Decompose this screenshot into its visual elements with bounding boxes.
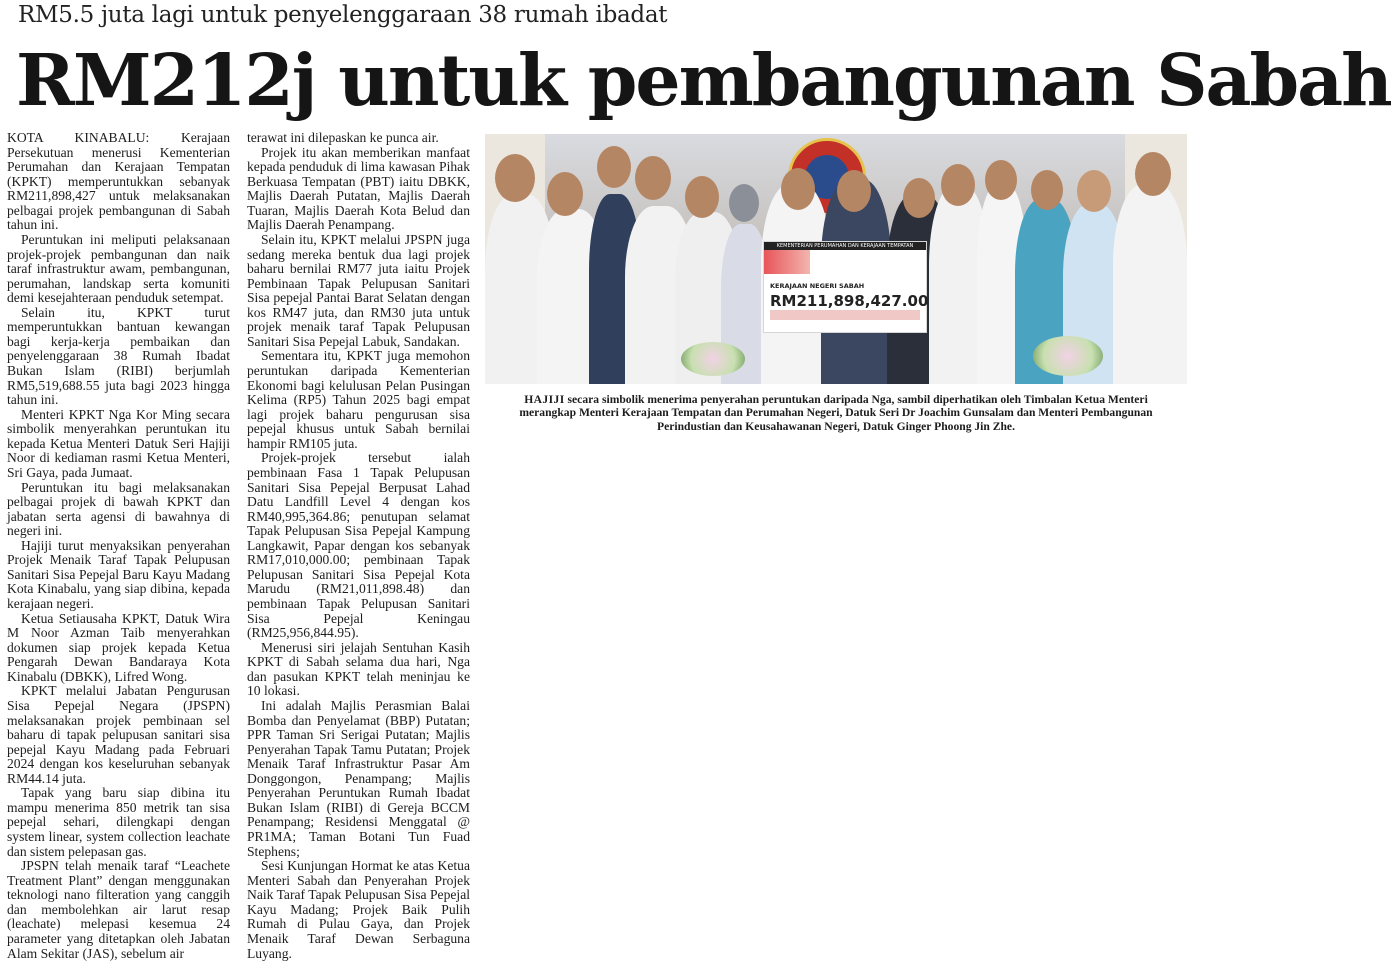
- paragraph: Ketua Setiausaha KPKT, Datuk Wira M Noor Azman Taib menyerahkan dokumen siap projek kepada Ketua Pengarah Dewan Bandaraya Kota Kinabalu (DBKK), Lifred Wong.: [7, 610, 230, 684]
- paragraph: Sementara itu, KPKT juga memohon peruntukan daripada Kementerian Ekonomi bagi kelulusan Pelan Pusingan Kelima (RP5) Tahun 2025 bagi empat lagi projek baharu pengurusan sisa pepejal khusus untuk Sabah bernilai hampir RM105 juta.: [247, 348, 470, 451]
- article-kicker: RM5.5 juta lagi untuk penyelenggaraan 38 rumah ibadat: [18, 2, 668, 28]
- person-head: [495, 154, 535, 202]
- person-head: [729, 184, 759, 222]
- board-recipient: KERAJAAN NEGERI SABAH: [770, 282, 865, 290]
- person-head: [941, 164, 975, 206]
- article-column-2: [247, 131, 470, 961]
- paragraph: Projek-projek tersebut ialah pembinaan Fasa 1 Tapak Pelupusan Sanitari Sisa Pepejal Berpusat Lahad Datu Landfill Level 4 dengan kos RM40,995,364.86; penutupan selamat Tapak Pelupusan Sisa Pepejal Kampung Langkawit, Papar dengan kos sebanyak RM17,010,000.00; pembinaan Tapak Pelupusan Sanitari Sisa Pepejal Kota Marudu (RM21,011,898.48) dan pembinaan Tapak Pelupusan Sanitari Sisa Pepejal Keningau (RM25,956,844.95).: [247, 450, 470, 641]
- person: [1113, 184, 1187, 384]
- flower-arrangement: [1033, 336, 1103, 376]
- article-column-1: [7, 131, 230, 961]
- paragraph: KOTA KINABALU: Kerajaan Persekutuan menerusi Kementerian Perumahan dan Kerajaan Tempatan (KPKT) memperuntukkan sebanyak RM211,898,427 untuk melaksanakan pelbagai projek pembangunan di Sabah tahun ini.: [7, 130, 230, 233]
- person-head: [685, 176, 719, 218]
- paragraph: Selain itu, KPKT turut memperuntukkan bantuan kewangan bagi kerja-kerja pembaikan dan penyelenggaraan 38 Rumah Ibadat Bukan Islam (RIBI) berjumlah RM5,519,688.55 juta bagi 2023 hingga tahun ini.: [7, 304, 230, 408]
- person-head: [985, 160, 1017, 200]
- paragraph: terawat ini dilepaskan ke punca air.: [247, 130, 439, 145]
- person-head: [1135, 152, 1171, 196]
- paragraph: Hajiji turut menyaksikan penyerahan Projek Menaik Taraf Tapak Pelupusan Sanitari Sisa Pepejal Baru Kayu Madang Kota Kinabalu, yang siap dibina, kepada kerajaan negeri.: [7, 537, 230, 611]
- caption-lead: HAJIJI: [524, 393, 565, 406]
- board-org: KEMENTERIAN PERUMAHAN DAN KERAJAAN TEMPATAN: [776, 243, 914, 249]
- paragraph: Ini adalah Majlis Perasmian Balai Bomba dan Penyelamat (BBP) Putatan; PPR Taman Sri Serigai Putatan; Majlis Penyerahan Tapak Tamu Putatan; Projek Menaik Taraf Infrastruktur Pasar Am Donggongon, Penampang; Majlis Penyerahan Peruntukan Rumah Ibadat Bukan Islam (RIBI) di Gereja BCCM Penampang; Residensi Menggatal @ PR1MA; Taman Botani Tun Fuad Stephens;: [247, 697, 470, 859]
- photo-caption: [498, 393, 1174, 433]
- person-head: [781, 168, 815, 210]
- cheque-board: [763, 241, 927, 333]
- person-head: [635, 156, 671, 200]
- person-head: [903, 178, 935, 218]
- person-head: [597, 146, 631, 188]
- caption-text: secara simbolik menerima penyerahan peruntukan daripada Nga, sambil diperhatikan oleh Timbalan Ketua Menteri merangkap Menteri Kerajaan Tempatan dan Perumahan Negeri, Datuk Seri Dr Joachim Gunsalam dan Menteri Pembangunan Perindustian dan Keusahawanan Negeri, Datuk Ginger Phoong Jin Zhe.: [519, 393, 1153, 433]
- paragraph: Tapak yang baru siap dibina itu mampu menerima 850 metrik tan sisa pepejal sehari, dilengkapi dengan system linear, system collection leachate dan sistem pelepasan gas.: [7, 785, 230, 859]
- flower-arrangement: [681, 342, 745, 376]
- paragraph: Selain itu, KPKT melalui JPSPN juga sedang mereka bentuk dua lagi projek baharu bernilai RM77 juta iaitu Projek Pembinaan Tapak Pelupusan Sanitari Sisa pepejal Pantai Barat Selatan dengan kos RM47 juta, dan RM30 juta untuk projek menaik taraf Tapak Pelupusan Sanitari Sisa Pepejal Labuk, Sandakan.: [247, 231, 470, 349]
- paragraph: Peruntukan ini meliputi pelaksanaan projek-projek pembangunan dan naik taraf infrastruktur awam, pembangunan, perumahan, landskap serta komuniti demi kesejahteraan penduduk setempat.: [7, 231, 230, 306]
- paragraph: JPSPN telah menaik taraf “Leachete Treatment Plant” dengan menggunakan teknologi nano filteration yang canggih dan membolehkan air larut resap (leachate) melepasi kesemua 24 parameter yang ditetapkan oleh Jabatan Alam Sekitar (JAS), sebelum air: [7, 858, 230, 961]
- person-head: [1031, 170, 1063, 210]
- board-amount: RM211,898,427.00: [770, 292, 929, 310]
- article-photo: [485, 134, 1187, 384]
- paragraph: Sesi Kunjungan Hormat ke atas Ketua Menteri Sabah dan Penyerahan Projek Naik Taraf Tapak Pelupusan Sisa Pepejal Kayu Madang; Projek Baik Pulih Rumah di Pulau Gaya, dan Projek Menaik Taraf Dewan Serbaguna Luyang.: [247, 858, 470, 961]
- person-head: [1077, 170, 1111, 212]
- article-headline: RM212j untuk pembangunan Sabah: [16, 38, 1391, 122]
- person-head: [837, 170, 871, 212]
- paragraph: KPKT melalui Jabatan Pengurusan Sisa Pepejal Negara (JPSPN) melaksanakan projek pembinaan sel baharu di tapak pelupusan sanitari sisa pepejal Kayu Madang pada Februari 2024 dengan kos keseluruhan sebanyak RM44.14 juta.: [7, 683, 230, 786]
- person-head: [547, 172, 583, 216]
- paragraph: Projek itu akan memberikan manfaat kepada penduduk di lima kawasan Pihak Berkuasa Tempatan (PBT) iaitu DBKK, Majlis Daerah Putatan, Majlis Daerah Tuaran, Majlis Daerah Kota Belud dan Majlis Daerah Penampang.: [247, 144, 470, 233]
- paragraph: Peruntukan itu bagi melaksanakan pelbagai projek di bawah KPKT dan jabatan serta agensi di bawahnya di negeri ini.: [7, 479, 230, 539]
- board-banner: [764, 250, 810, 274]
- paragraph: Menteri KPKT Nga Kor Ming secara simbolik menyerahkan peruntukan itu kepada Ketua Menteri Datuk Seri Hajiji Noor di kediaman rasmi Ketua Menteri, Sri Gaya, pada Jumaat.: [7, 406, 230, 480]
- paragraph: Menerusi siri jelajah Sentuhan Kasih KPKT di Sabah selama dua hari, Nga dan pasukan KPKT telah meninjau ke 10 lokasi.: [247, 639, 470, 699]
